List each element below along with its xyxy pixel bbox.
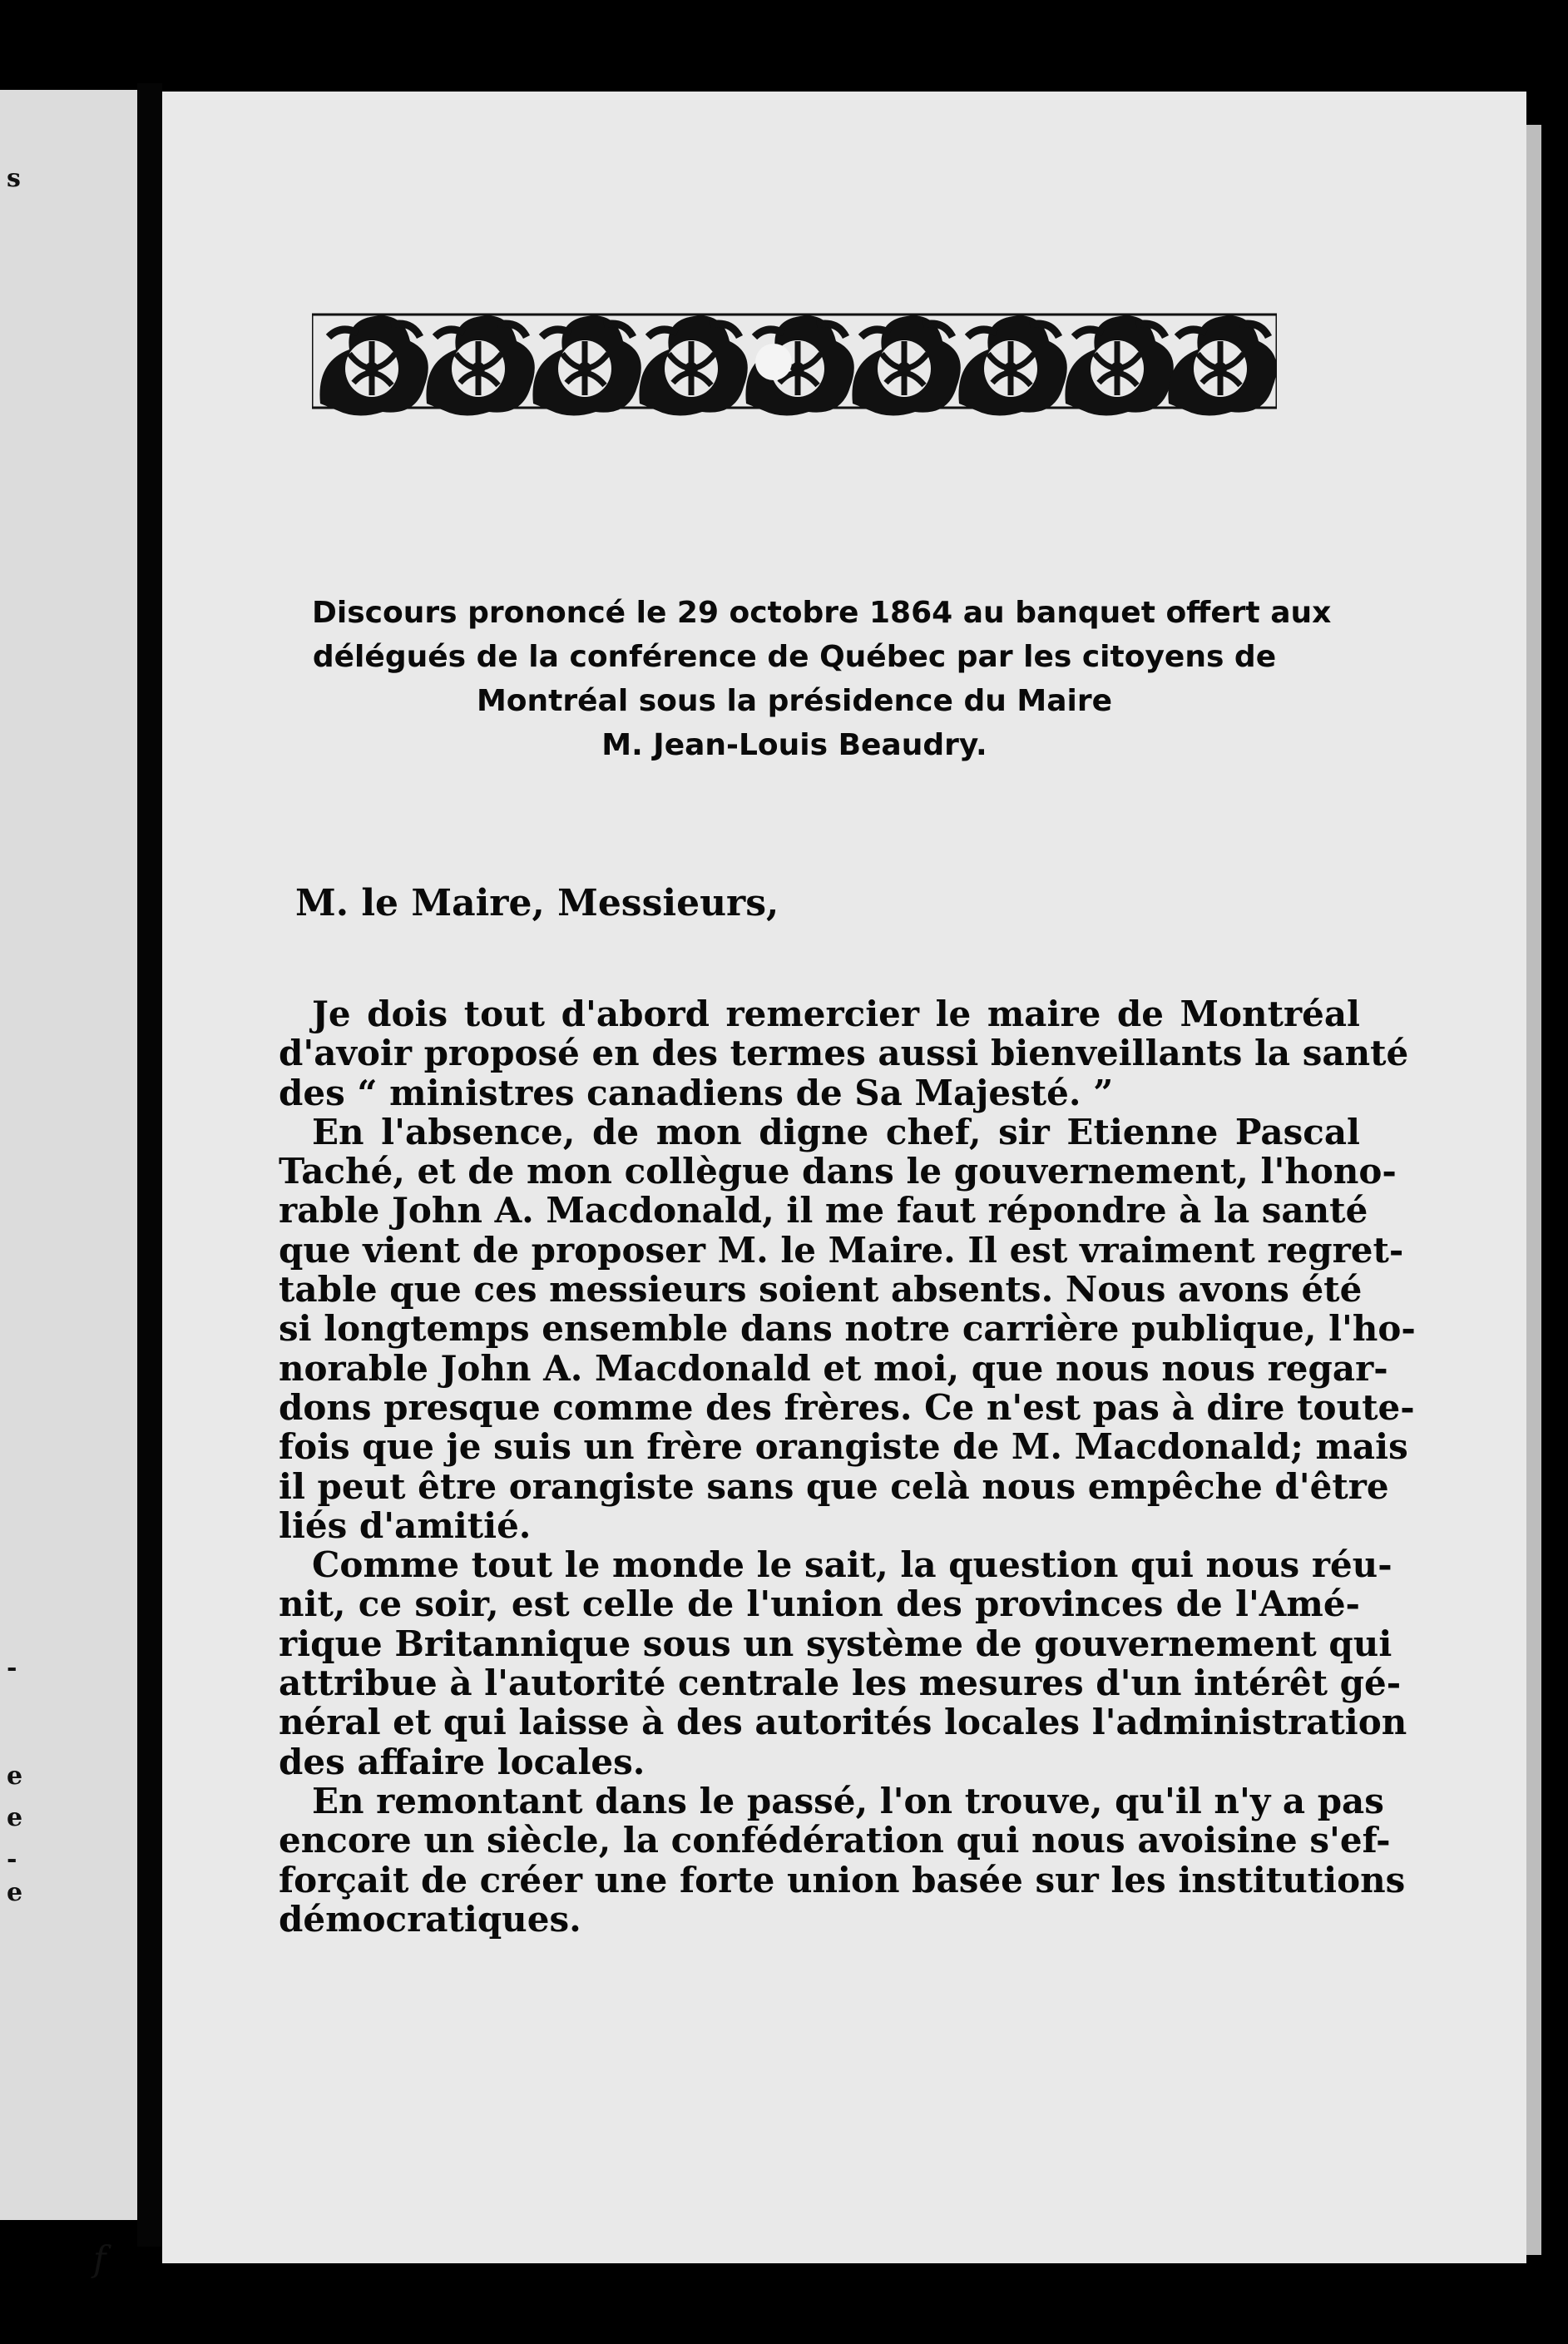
book-gutter (137, 83, 162, 2247)
text-line: rique Britannique sous un système de gouvernement qui (279, 1623, 1392, 1664)
floral-ornament-banner (312, 300, 1277, 424)
text-line: En l'absence, de mon digne chef, sir Etienne Pascal (312, 1111, 1360, 1152)
heading-line: Discours prononcé le 29 octobre 1864 au banquet offert aux (312, 596, 1332, 630)
paragraph (279, 1111, 1416, 1546)
text-line: Taché, et de mon collègue dans le gouvernement, l'hono- (279, 1151, 1397, 1192)
speech-heading (312, 591, 1332, 767)
text-line: fois que je suis un frère orangiste de M. Macdonald; mais (279, 1426, 1408, 1468)
paragraph (279, 994, 1409, 1113)
text-line: il peut être orangiste sans que celà nous empêche d'être (279, 1465, 1389, 1507)
salutation: M. le Maire, Messieurs, (295, 882, 779, 924)
left-page-fragment: s (7, 164, 21, 193)
margin-mark: f (93, 2238, 106, 2279)
paragraph (279, 1780, 1406, 1940)
text-line: En remontant dans le passé, l'on trouve, qu'il n'y a pas (312, 1780, 1384, 1821)
text-line: nit, ce soir, est celle de l'union des provinces de l'Amé- (279, 1583, 1360, 1625)
text-line: démocratiques. (279, 1898, 581, 1940)
text-line: rable John A. Macdonald, il me faut répondre à la santé (279, 1190, 1368, 1231)
heading-line: délégués de la conférence de Québec par les citoyens de (312, 640, 1277, 674)
left-page-fragment: e (7, 1878, 23, 1907)
text-line: attribue à l'autorité centrale les mesures d'un intérêt gé- (279, 1663, 1402, 1704)
text-line: Je dois tout d'abord remercier le maire de Montréal (312, 994, 1360, 1034)
heading-line: Montréal sous la présidence du Maire (476, 684, 1112, 718)
left-page-fragment: - (7, 1653, 17, 1682)
paragraph (279, 1544, 1407, 1782)
text-line: que vient de proposer M. le Maire. Il est vraiment regret- (279, 1229, 1404, 1271)
left-page-fragment: - (7, 1845, 17, 1874)
text-line: table que ces messieurs soient absents. Nous avons été (279, 1269, 1363, 1311)
text-line: norable John A. Macdonald et moi, que nous nous regar- (279, 1347, 1388, 1389)
text-line: forçait de créer une forte union basée sur les institutions (279, 1859, 1406, 1900)
text-line: des “ ministres canadiens de Sa Majesté. ” (279, 1072, 1114, 1113)
heading-line: M. Jean-Louis Beaudry. (601, 728, 987, 762)
text-line: liés d'amitié. (279, 1504, 532, 1546)
text-line: encore un siècle, la confédération qui nous avoisine s'ef- (279, 1820, 1391, 1861)
left-page-fragment: e (7, 1762, 23, 1791)
text-line: néral et qui laisse à des autorités locales l'administration (279, 1702, 1407, 1743)
text-line: Comme tout le monde le sait, la question qui nous réu- (312, 1544, 1392, 1586)
speech-body (279, 994, 1416, 1940)
left-page-edge (0, 90, 137, 2220)
text-line: d'avoir proposé en des termes aussi bienveillants la santé (279, 1033, 1409, 1074)
left-page-fragment: e (7, 1803, 23, 1832)
text-line: des affaire locales. (279, 1741, 646, 1782)
page-edge-strip (1526, 125, 1541, 2255)
text-line: si longtemps ensemble dans notre carrière publique, l'ho- (279, 1308, 1416, 1350)
document-page (162, 92, 1526, 2263)
text-line: dons presque comme des frères. Ce n'est pas à dire toute- (279, 1386, 1415, 1428)
